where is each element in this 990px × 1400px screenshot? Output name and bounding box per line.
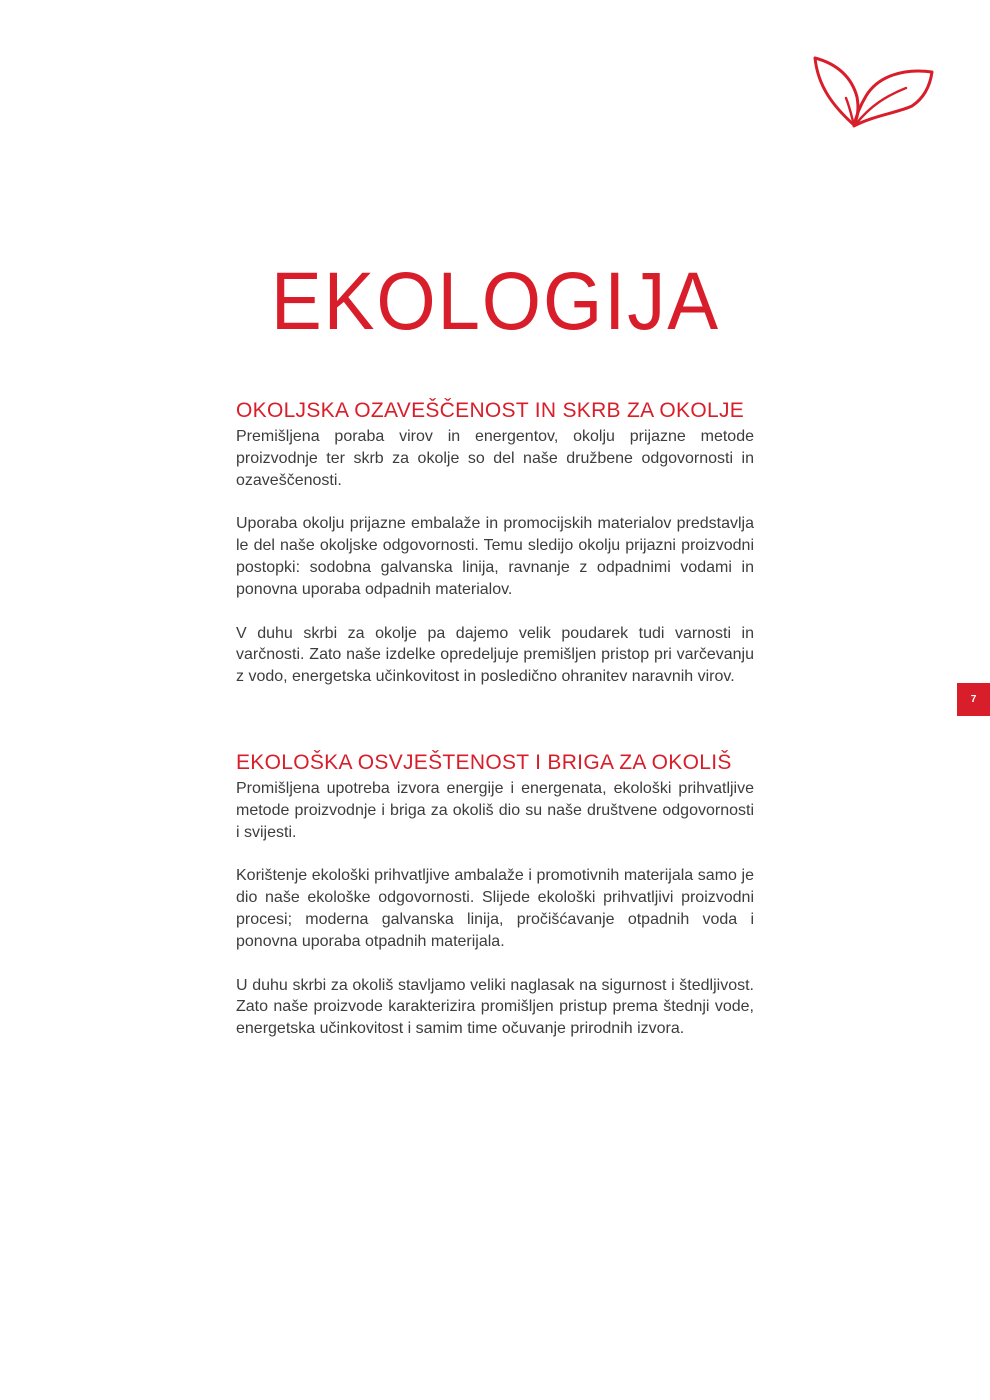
section-heading: EKOLOŠKA OSVJEŠTENOST I BRIGA ZA OKOLIŠ [236,751,732,774]
section-heading: OKOLJSKA OZAVEŠČENOST IN SKRB ZA OKOLJE [236,399,745,422]
paragraph: Uporaba okolju prijazne embalaže in promocijskih materialov predstavlja le del naše okoljske odgovornosti. Temu sledijo okolju prijazni proizvodni postopki: sodobna galvanska linija, ravnanje z odpadnimi vodami in ponovna uporaba odpadnih materialov. [236,515,754,598]
page-number: 7 [970,694,977,705]
section-croatian [236,750,754,1062]
paragraph: V duhu skrbi za okolje pa dajemo velik poudarek tudi varnosti in varčnosti. Zato naše izdelke opredeljuje premišljen pristop pri varčevanju z vodo, energetska učinkovitost in posledično ohranitev naravnih virov. [236,624,754,686]
page-number-badge [957,683,990,716]
paragraph: U duhu skrbi za okoliš stavljamo veliki naglasak na sigurnost i štedljivost. Zato naše proizvode karakterizira promišljen pristup prema štednji vode, energetska učinkovitost i samim time očuvanje prirodnih izvora. [236,976,754,1038]
paragraph: Korištenje ekološki prihvatljive ambalaže i promotivnih materijala samo je dio naše ekološke odgovornosti. Slijede ekološki prihvatljivi proizvodni procesi; moderna galvanska linija, pročišćavanje otpadnih voda i ponovna uporaba otpadnih materijala. [236,867,754,950]
paragraph: Premišljena poraba virov in energentov, okolju prijazne metode proizvodnje ter skrb za okolje so del naše družbene odgovornosti in ozaveščenosti. [236,428,754,489]
section-slovenian [236,398,754,710]
page-title [0,252,990,352]
leaf-sprout-icon [812,52,936,132]
paragraph: Promišljena upotreba izvora energije i energenata, ekološki prihvatljive metode proizvodnje i briga za okoliš dio su naše društvene odgovornosti i svijesti. [236,780,754,841]
page-title-text: EKOLOGIJA [270,256,720,347]
